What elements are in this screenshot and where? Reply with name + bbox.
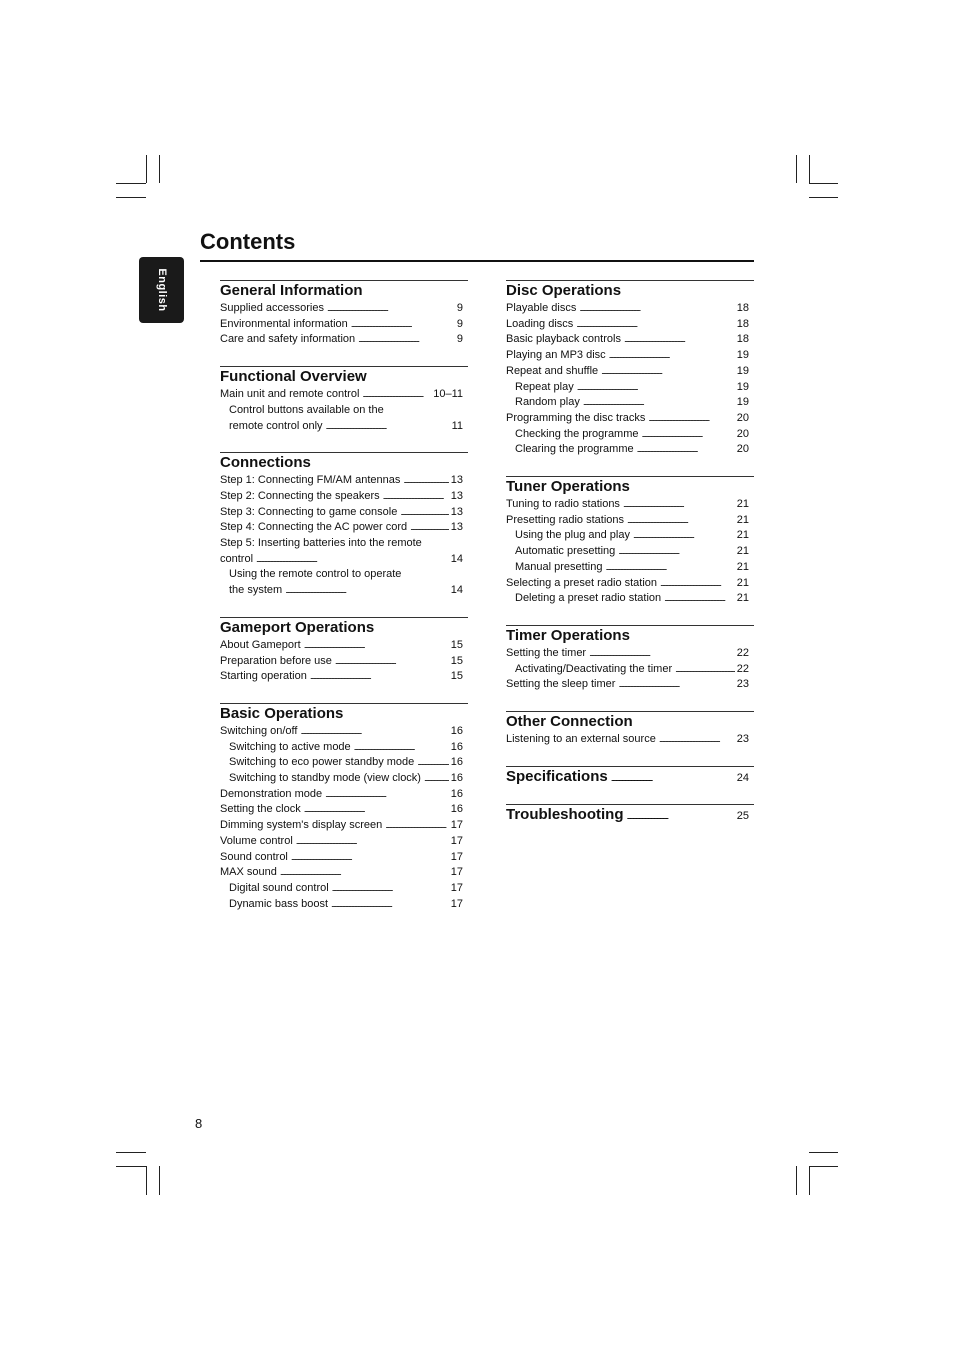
entry-label: Preparation before use	[220, 654, 332, 667]
leader-dots	[383, 489, 449, 505]
page-ref: 16	[450, 756, 463, 769]
page-ref: 21	[736, 513, 749, 526]
entry-list	[506, 497, 754, 607]
page-ref: 13	[450, 474, 463, 487]
leader-dots	[664, 591, 735, 607]
leader-dots	[280, 865, 449, 881]
leader-dots	[623, 497, 735, 513]
entry-label: Step 1: Connecting FM/AM antennas	[220, 474, 401, 487]
entry-label: About Gameport	[220, 638, 301, 651]
entry-list	[220, 387, 468, 434]
leader-dots	[601, 364, 735, 380]
toc-entry[interactable]	[220, 419, 463, 435]
leader-dots	[403, 473, 448, 489]
toc-entry[interactable]	[220, 332, 463, 348]
page-ref: 16	[450, 724, 463, 737]
crop-mark	[116, 183, 146, 184]
page-ref: 13	[450, 505, 463, 518]
page-ref: 17	[450, 834, 463, 847]
leader-dots	[577, 380, 735, 396]
entry-label: the system	[229, 584, 283, 597]
entry-label: Volume control	[220, 834, 293, 847]
leader-dots	[354, 740, 449, 756]
toc-entry[interactable]	[506, 513, 749, 529]
toc-entry[interactable]	[506, 591, 749, 607]
entry-label: Programming the disc tracks	[506, 411, 646, 424]
leader-dots	[310, 669, 449, 685]
leader-dots	[624, 332, 735, 348]
leader-dots	[385, 818, 448, 834]
page-ref: 25	[736, 809, 749, 822]
page-ref: 13	[450, 489, 463, 502]
page-ref: 9	[456, 333, 463, 346]
toc-entry[interactable]	[220, 802, 463, 818]
entry-label: Loading discs	[506, 317, 574, 330]
leader-dots	[609, 348, 735, 364]
page-ref: 16	[450, 740, 463, 753]
crop-mark	[116, 1152, 146, 1153]
leader-dots	[410, 520, 449, 536]
entry-label: Step 3: Connecting to game console	[220, 505, 398, 518]
leader-dots	[579, 301, 734, 317]
toc-entry[interactable]	[506, 301, 749, 317]
toc-entry[interactable]	[506, 332, 749, 348]
entry-label: Environmental information	[220, 317, 348, 330]
page-ref: 16	[450, 772, 463, 785]
leader-dots	[300, 724, 448, 740]
leader-dots	[331, 897, 449, 913]
entry-label: Step 4: Connecting the AC power cord	[220, 521, 408, 534]
toc-entry[interactable]	[220, 834, 463, 850]
entry-label: Setting the clock	[220, 803, 301, 816]
page-ref: 18	[736, 333, 749, 346]
page-ref: 14	[450, 552, 463, 565]
section-heading[interactable]: Troubleshooting	[506, 805, 624, 823]
entry-label: Clearing the programme	[515, 443, 634, 456]
section-heading: General Information	[220, 282, 363, 299]
entry-label: Presetting radio stations	[506, 513, 625, 526]
entry-label: Using the plug and play	[515, 529, 630, 542]
page-title: Contents	[200, 229, 296, 254]
toc-left-column	[220, 280, 468, 930]
leader-dots	[583, 395, 735, 411]
entry-label: Repeat and shuffle	[506, 364, 599, 377]
page-ref: 18	[736, 302, 749, 314]
toc-section-troubleshooting	[506, 804, 754, 824]
toc-entry[interactable]	[506, 364, 749, 380]
toc-entry[interactable]	[506, 395, 749, 411]
toc-entry[interactable]	[220, 387, 463, 403]
entry-label: Listening to an external source	[506, 733, 656, 746]
toc-entry[interactable]	[506, 662, 749, 678]
entry-list	[220, 638, 468, 685]
leader-dots	[627, 810, 735, 822]
leader-dots	[642, 427, 735, 443]
section-heading: Gameport Operations	[220, 618, 375, 636]
leader-dots	[648, 411, 734, 427]
toc-entry[interactable]	[506, 646, 749, 662]
entry-label: MAX sound	[220, 866, 277, 879]
page-ref: 21	[736, 592, 749, 605]
toc-entry[interactable]	[506, 348, 749, 364]
crop-mark	[809, 197, 838, 198]
toc-entry[interactable]	[220, 669, 463, 685]
leader-dots	[627, 513, 735, 529]
toc-entry[interactable]	[220, 520, 463, 536]
entry-label: Starting operation	[220, 670, 307, 683]
toc-entry[interactable]	[220, 865, 463, 881]
entry-label: Digital sound control	[229, 881, 329, 894]
toc-entry[interactable]	[220, 301, 463, 317]
entry-label: Automatic presetting	[515, 545, 616, 558]
leader-dots	[633, 528, 735, 544]
toc-entry[interactable]	[220, 473, 463, 489]
crop-mark	[809, 1166, 838, 1167]
toc-entry[interactable]	[506, 677, 749, 693]
entry-list	[506, 301, 754, 458]
toc-entry[interactable]	[220, 567, 463, 583]
entry-list	[220, 473, 468, 599]
toc-entry[interactable]	[220, 638, 463, 654]
leader-dots	[576, 317, 734, 333]
toc-entry[interactable]	[220, 850, 463, 866]
page-ref: 16	[450, 787, 463, 800]
page-ref: 17	[450, 897, 463, 910]
page-ref: 21	[736, 545, 749, 558]
section-heading: Disc Operations	[506, 282, 622, 299]
entry-label: Activating/Deactivating the timer	[515, 662, 673, 675]
entry-label: Manual presetting	[515, 560, 603, 573]
entry-label: Setting the timer	[506, 646, 587, 659]
page-ref: 19	[736, 396, 749, 409]
toc-entry[interactable]	[220, 317, 463, 333]
toc-entry[interactable]	[220, 505, 463, 521]
page-ref: 19	[736, 364, 749, 377]
page-ref: 13	[450, 521, 463, 534]
leader-dots	[256, 552, 449, 568]
toc-entry[interactable]	[220, 583, 463, 599]
leader-dots	[660, 576, 735, 592]
toc-entry[interactable]	[220, 403, 463, 419]
leader-dots	[304, 802, 449, 818]
page-ref: 21	[736, 498, 749, 511]
crop-mark	[159, 1166, 160, 1195]
leader-dots	[326, 419, 450, 435]
entry-label: Setting the sleep timer	[506, 678, 616, 691]
leader-dots	[358, 332, 455, 348]
toc-right-column	[506, 280, 754, 842]
page-number: 8	[195, 1116, 203, 1131]
toc-entry[interactable]	[220, 536, 463, 552]
crop-mark	[116, 197, 146, 198]
crop-mark	[809, 183, 838, 184]
entry-label: Deleting a preset radio station	[515, 592, 662, 605]
entry-label: Demonstration mode	[220, 787, 323, 800]
page-ref: 15	[450, 670, 463, 683]
crop-mark	[159, 155, 160, 183]
entry-label: Selecting a preset radio station	[506, 576, 658, 589]
page-ref: 22	[736, 646, 749, 659]
leader-dots	[417, 755, 448, 771]
toc-section-general-information	[220, 280, 468, 348]
page-ref: 20	[736, 443, 749, 456]
leader-dots	[637, 442, 735, 458]
crop-mark	[146, 1166, 147, 1195]
crop-mark	[796, 1166, 797, 1195]
toc-entry[interactable]	[220, 818, 463, 834]
page-ref: 20	[736, 427, 749, 440]
page-ref: 16	[450, 803, 463, 816]
leader-dots	[589, 646, 735, 662]
toc-entry[interactable]	[220, 489, 463, 505]
toc-section-disc-operations	[506, 280, 754, 458]
entry-list	[506, 646, 754, 693]
leader-dots	[291, 850, 449, 866]
toc-entry[interactable]	[506, 560, 749, 576]
page-ref: 17	[450, 866, 463, 879]
section-heading: Functional Overview	[220, 368, 367, 386]
entry-list	[506, 732, 754, 748]
page-ref: 21	[736, 576, 749, 589]
page-ref: 9	[456, 317, 463, 330]
entry-label: Playing an MP3 disc	[506, 349, 606, 362]
entry-label: Switching on/off	[220, 724, 298, 737]
page-ref: 24	[736, 771, 749, 784]
crop-mark	[146, 155, 147, 183]
section-heading: Connections	[220, 454, 311, 472]
leader-dots	[304, 638, 449, 654]
toc-section-specifications	[506, 766, 754, 786]
section-heading: Basic Operations	[220, 704, 344, 722]
entry-label: Checking the programme	[515, 427, 639, 440]
leader-dots	[605, 560, 734, 576]
toc-entry[interactable]	[506, 576, 749, 592]
toc-section-tuner-operations	[506, 476, 754, 607]
toc-entry[interactable]	[220, 897, 463, 913]
leader-dots	[400, 505, 448, 521]
leader-dots	[285, 583, 449, 599]
toc-entry[interactable]	[506, 442, 749, 458]
toc-entry[interactable]	[220, 740, 463, 756]
toc-entry[interactable]	[506, 544, 749, 560]
entry-label: Step 5: Inserting batteries into the remote	[220, 537, 422, 550]
entry-label: Care and safety information	[220, 333, 356, 346]
toc-entry[interactable]	[220, 654, 463, 670]
toc-entry[interactable]	[506, 732, 749, 748]
entry-label: remote control only	[229, 419, 323, 432]
toc-entry[interactable]	[220, 755, 463, 771]
page-ref: 17	[450, 881, 463, 894]
page-ref: 21	[736, 529, 749, 542]
section-heading[interactable]: Specifications	[506, 767, 608, 785]
leader-dots	[332, 881, 449, 897]
page-ref: 10–11	[433, 388, 463, 401]
page-ref: 21	[736, 560, 749, 573]
crop-mark	[796, 155, 797, 183]
section-heading: Other Connection	[506, 713, 633, 731]
page-ref: 23	[736, 733, 749, 746]
leader-dots	[335, 654, 449, 670]
page-ref: 15	[450, 654, 463, 667]
page-ref: 19	[736, 349, 749, 362]
entry-label: control	[220, 552, 254, 565]
leader-dots	[611, 772, 735, 784]
entry-label: Using the remote control to operate	[229, 568, 402, 581]
leader-dots	[618, 677, 734, 693]
entry-label: Supplied accessories	[220, 302, 324, 314]
toc-entry[interactable]	[506, 427, 749, 443]
page-ref: 17	[450, 819, 463, 832]
crop-mark	[809, 155, 810, 183]
language-tab-label: English	[155, 268, 168, 312]
leader-dots	[362, 387, 431, 403]
page-ref: 9	[456, 302, 463, 314]
entry-label: Playable discs	[506, 302, 577, 314]
page-ref: 11	[451, 419, 463, 432]
entry-label: Repeat play	[515, 380, 574, 393]
page-ref: 17	[450, 850, 463, 863]
entry-list	[220, 301, 468, 348]
crop-mark	[809, 1166, 810, 1195]
entry-label: Switching to active mode	[229, 740, 351, 753]
leader-dots	[618, 544, 734, 560]
title-rule	[200, 260, 754, 262]
page-ref: 15	[450, 638, 463, 651]
toc-entry[interactable]	[506, 317, 749, 333]
entry-label: Dynamic bass boost	[229, 897, 329, 910]
toc-section-connections	[220, 452, 468, 599]
leader-dots	[351, 317, 455, 333]
toc-entry[interactable]	[506, 497, 749, 513]
leader-dots	[327, 301, 455, 317]
entry-label: Switching to eco power standby mode	[229, 756, 415, 769]
entry-label: Main unit and remote control	[220, 388, 360, 401]
crop-mark	[116, 1166, 146, 1167]
entry-label: Random play	[515, 396, 580, 409]
entry-label: Switching to standby mode (view clock)	[229, 772, 421, 785]
entry-label: Step 2: Connecting the speakers	[220, 489, 380, 502]
crop-mark	[809, 1152, 838, 1153]
section-heading: Tuner Operations	[506, 478, 630, 496]
toc-section-timer-operations	[506, 625, 754, 693]
page-ref: 14	[450, 584, 463, 597]
language-tab	[139, 257, 184, 323]
page-ref: 19	[736, 380, 749, 393]
toc-entry[interactable]	[220, 787, 463, 803]
entry-label: Dimming system's display screen	[220, 819, 383, 832]
entry-label: Basic playback controls	[506, 333, 621, 346]
entry-list	[220, 724, 468, 912]
page-ref: 22	[736, 662, 749, 675]
leader-dots	[675, 662, 735, 678]
entry-label: Control buttons available on the	[229, 403, 384, 416]
toc-section-functional-overview	[220, 366, 468, 434]
toc-section-basic-operations	[220, 703, 468, 912]
entry-label: Sound control	[220, 850, 288, 863]
toc-entry[interactable]	[506, 411, 749, 427]
leader-dots	[296, 834, 449, 850]
toc-section-gameport-operations	[220, 617, 468, 685]
page-ref: 20	[736, 411, 749, 424]
leader-dots	[325, 787, 449, 803]
toc-entry[interactable]	[220, 771, 463, 787]
page-ref: 23	[736, 678, 749, 691]
toc-entry[interactable]	[220, 724, 463, 740]
toc-section-other-connection	[506, 711, 754, 748]
page-ref: 18	[736, 317, 749, 330]
toc-entry[interactable]	[506, 528, 749, 544]
leader-dots	[659, 732, 735, 748]
leader-dots	[424, 771, 449, 787]
toc-entry[interactable]	[220, 552, 463, 568]
toc-entry[interactable]	[506, 380, 749, 396]
toc-entry[interactable]	[220, 881, 463, 897]
section-heading: Timer Operations	[506, 626, 630, 644]
entry-label: Tuning to radio stations	[506, 498, 620, 511]
